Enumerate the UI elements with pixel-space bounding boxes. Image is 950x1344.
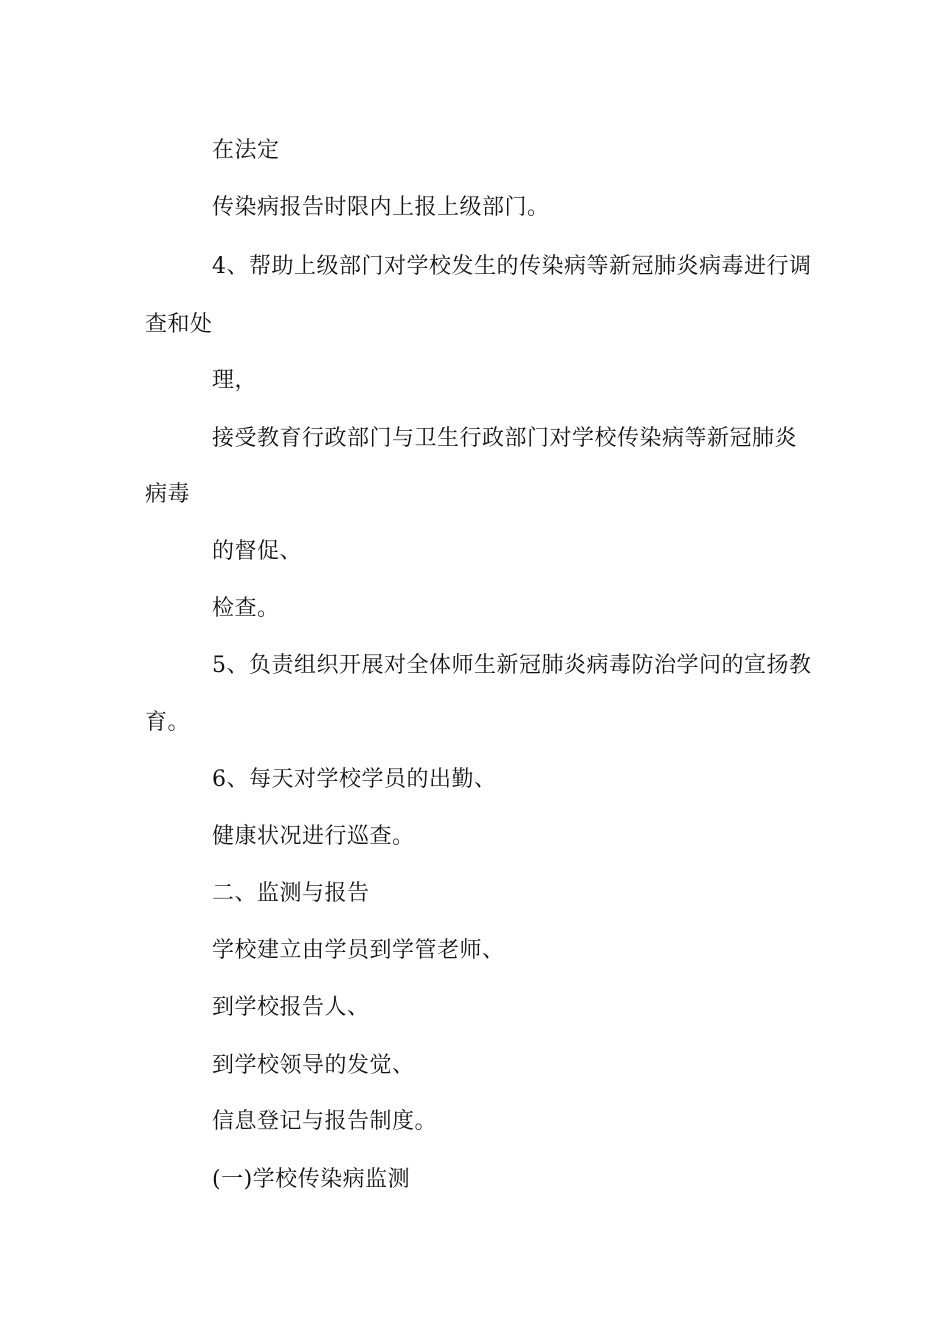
text-line: 6、每天对学校学员的出勤、 — [212, 767, 497, 792]
text-line: 健康状况进行巡查。 — [212, 824, 415, 849]
text-line: 5、负责组织开展对全体师生新冠肺炎病毒防治学问的宣扬教 — [212, 653, 812, 678]
text-line: 4、帮助上级部门对学校发生的传染病等新冠肺炎病毒进行调 — [212, 254, 812, 279]
subsection-heading: (一)学校传染病监测 — [212, 1167, 411, 1192]
text-line: 理， — [212, 368, 258, 393]
text-line: 到学校领导的发觉、 — [212, 1053, 415, 1078]
text-line: 查和处 — [145, 312, 213, 337]
section-heading: 二、监测与报告 — [212, 881, 370, 906]
text-line: 传染病报告时限内上报上级部门。 — [212, 195, 550, 220]
text-line: 检查。 — [212, 596, 280, 621]
text-line: 育。 — [145, 710, 191, 735]
text-line: 病毒 — [145, 482, 191, 507]
text-line: 在法定 — [212, 138, 280, 163]
text-line: 学校建立由学员到学管老师、 — [212, 938, 505, 963]
text-line: 的督促、 — [212, 539, 303, 564]
text-line: 接受教育行政部门与卫生行政部门对学校传染病等新冠肺炎 — [212, 426, 798, 451]
text-line: 到学校报告人、 — [212, 995, 370, 1020]
text-line: 信息登记与报告制度。 — [212, 1109, 438, 1134]
